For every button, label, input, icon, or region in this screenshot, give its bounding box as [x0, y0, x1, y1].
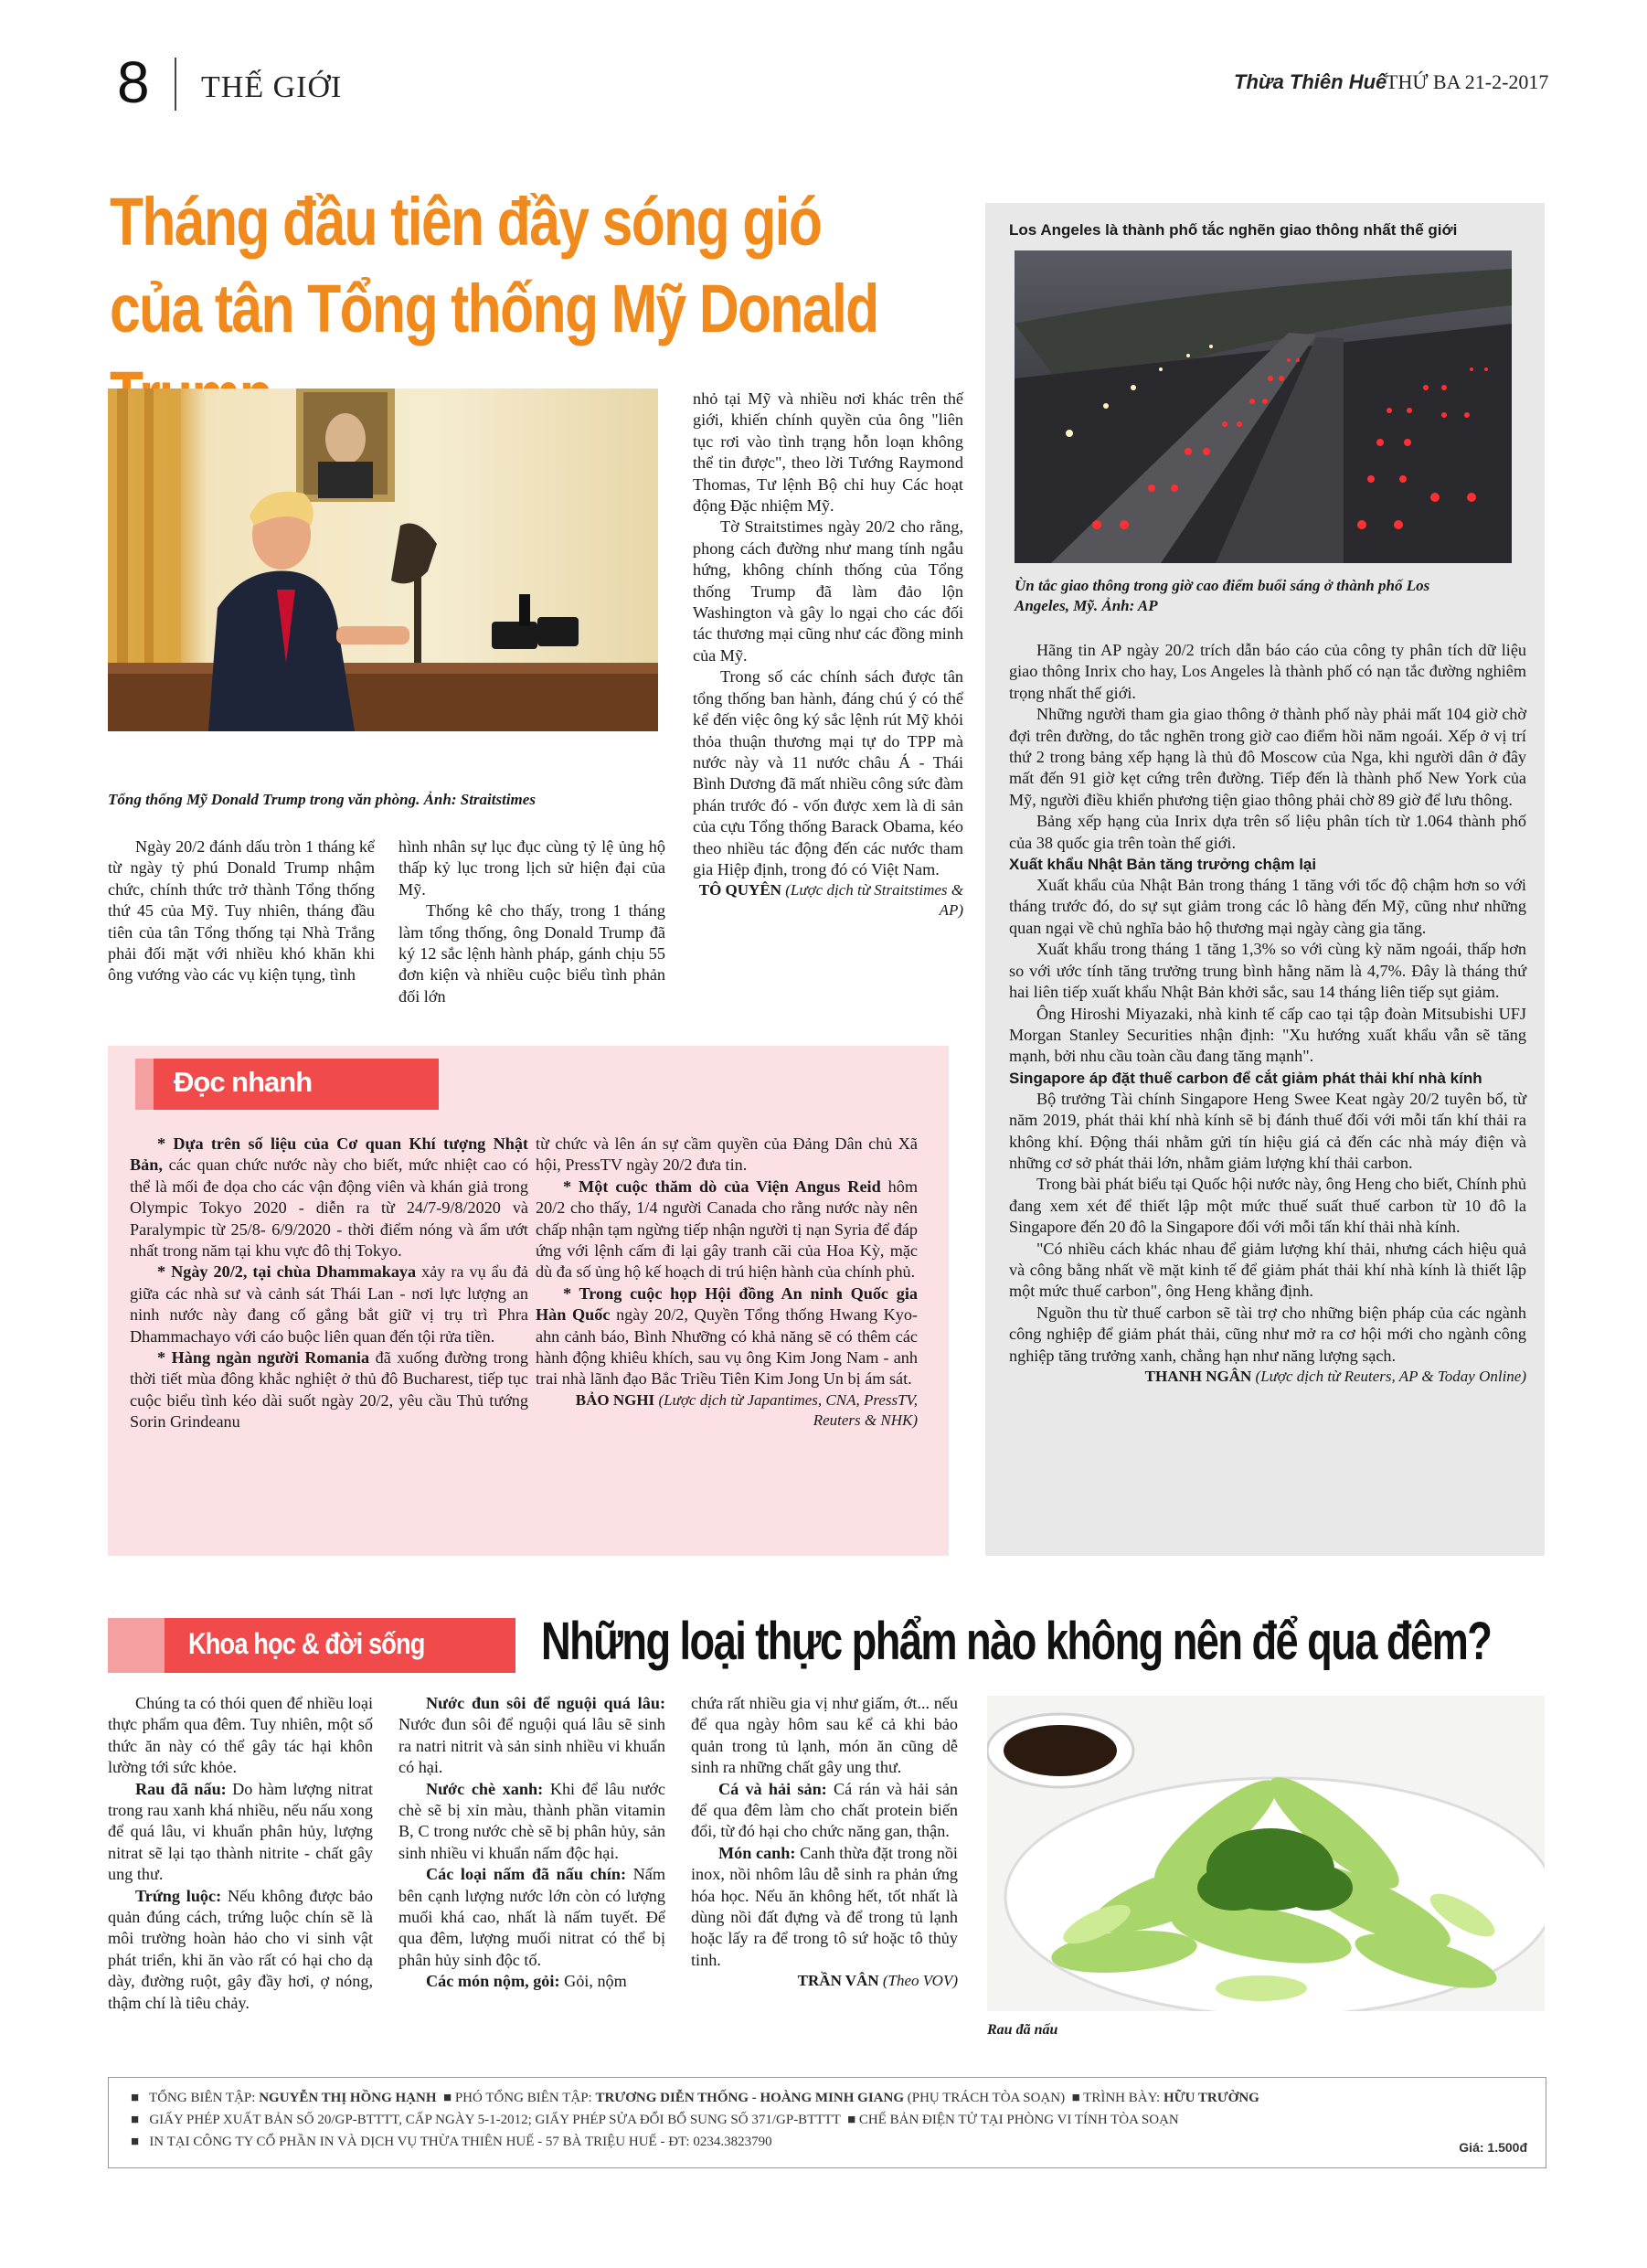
science-label-accent: [108, 1618, 165, 1673]
section-title: THẾ GIỚI: [201, 70, 343, 104]
sidebar-photo-caption: Ùn tắc giao thông trong giờ cao điểm buổi sáng ở thành phố Los Angeles, Mỹ. Ảnh: AP: [1015, 577, 1430, 614]
science-byline: TRẦN VÂN (Theo VOV): [797, 1972, 958, 1990]
sidebar-subheading: Xuất khẩu Nhật Bản tăng trưởng chậm lại: [1009, 856, 1317, 874]
sidebar-paragraph: Xuất khẩu trong tháng 1 tăng 1,3% so với cùng kỳ năm ngoái, thấp hơn so với ước tính tăng trưởng trung bình hằng năm là 4,7%. Đây là tháng thứ hai liên tiếp xuất khẩu Nhật Bản khởi sắc, sau 14 tháng liên tiếp sụt giảm.: [1009, 940, 1526, 1002]
main-paragraph: Trong số các chính sách được tân tổng thống ban hành, đáng chú ý có thể kể đến việc ông ký sắc lệnh rút Mỹ khỏi thỏa thuận thương mại tự do TPP mà nước này và 11 nước châu Á - Thái Bình Dương đã mất nhiều công sức đàm phán trước đó - vốn được xem là di sản của cựu Tổng thống Barack Obama, kéo theo nhiều tác động đến các nước tham gia Hiệp định, trong đó có Việt Nam.: [693, 667, 963, 878]
issue-date: THỨ BA 21-2-2017: [1386, 70, 1549, 93]
footer-line-1: ■ TỔNG BIÊN TẬP: NGUYỄN THỊ HỒNG HẠNH ■ PHÓ TỔNG BIÊN TẬP: TRƯƠNG DIỄN THỐNG - HOÀNG MINH GIANG (PHỤ TRÁCH TÒA SOẠN) ■ TRÌNH BÀY: HỮU TRƯỜNG: [131, 2091, 1259, 2105]
trump-photo-caption: Tổng thống Mỹ Donald Trump trong văn phòng. Ảnh: Straitstimes: [108, 791, 536, 808]
quick-read-accent: [135, 1059, 154, 1110]
sidebar-photo-title: Los Angeles là thành phố tắc nghẽn giao thông nhất thế giới: [1009, 221, 1458, 239]
main-paragraph: Ngày 20/2 đánh dấu tròn 1 tháng kể từ ngày tỷ phú Donald Trump nhậm chức, chính thức trở thành Tổng thống thứ 45 của Mỹ. Tuy nhiên, tháng đầu tiên của tân Tổng thống tại Nhà Trắng phải đối mặt với nhiều khó khăn khi ông vướng vào các vụ kiện tụng, tình: [108, 837, 375, 985]
sidebar-paragraph: "Có nhiều cách khác nhau để giảm lượng khí thải, nhưng cách hiệu quả và công bằng nhất về mặt kinh tế để giảm phát thải khí nhà kính là thiết lập một mức thuế carbon", ông Heng khẳng định.: [1009, 1239, 1526, 1301]
sidebar-paragraph: Ông Hiroshi Miyazaki, nhà kinh tế cấp cao tại tập đoàn Mitsubishi UFJ Morgan Stanley Securities nhận định: "Xu hướng xuất khẩu vẫn sẽ tăng mạnh, bởi nhu cầu toàn cầu đang tăng mạnh".: [1009, 1004, 1526, 1066]
quick-read-item: * Ngày 20/2, tại chùa Dhammakaya xảy ra vụ ẩu đả giữa các nhà sư và cảnh sát Thái Lan - nơi lực lượng an ninh nước này đang cố gắng bắt giữ vị trụ trì Phra Dhammachayo với cáo buộc liên quan đến tội rửa tiền.: [130, 1262, 528, 1346]
quick-read-label: [154, 1059, 439, 1110]
sidebar-paragraph: Bộ trưởng Tài chính Singapore Heng Swee Keat ngày 20/2 tuyên bố, từ năm 2019, phát thải khí nhà kính sẽ bị đánh thuế đối với mỗi tấn khí thải ra không khí. Động thái nhằm gửi tín hiệu giá cả đến các nhà máy điện và những cơ sở phát thải lớn, nhằm giảm lượng khí thải carbon.: [1009, 1089, 1526, 1172]
science-col-1: [108, 1693, 373, 2014]
quick-read-title: Đọc nhanh: [174, 1066, 313, 1098]
quick-read-item: * Dựa trên số liệu của Cơ quan Khí tượng Nhật Bản, các quan chức nước này cho biết, mức nhiệt cao có thể là mối đe dọa cho các vận động viên và khán giả trong Olympic Tokyo 2020 - diễn ra từ 24/7-9/8/2020 và Paralympic từ 25/8- 6/9/2020 - thời điểm nóng và ẩm ướt nhất trong năm tại khu vực đô thị Tokyo.: [130, 1134, 529, 1261]
science-col-2: [398, 1693, 665, 1993]
main-paragraph: Tờ Straitstimes ngày 20/2 cho rằng, phong cách đường như mang tính ngẫu hứng, không chính thống của Tổng thống Trump đã làm đảo lộn Washington và gây lo ngại cho các đối tác thương mại cũng như các đồng minh của Mỹ.: [693, 517, 963, 665]
quick-read-box: [108, 1046, 949, 1556]
bullet-icon: ■: [1071, 2091, 1080, 2105]
sidebar-paragraph: Hãng tin AP ngày 20/2 trích dẫn báo cáo của công ty phân tích dữ liệu giao thông Inrix cho hay, Los Angeles là thành phố có nạn tắc đường nghiêm trọng nhất thế giới.: [1009, 641, 1526, 702]
page-header: [108, 50, 1561, 123]
main-paragraph: Thống kê cho thấy, trong 1 tháng làm tổng thống, ông Donald Trump đã ký 12 sắc lệnh hành pháp, gánh chịu 55 đơn kiện và nhiều cuộc biểu tình phản đối lớn: [398, 901, 665, 1006]
quick-read-item: * Hàng ngàn người Romania đã xuống đường trong thời tiết mùa đông khắc nghiệt ở thủ đô Bucharest, tiếp tục cuộc biểu tình kéo dài suốt ngày 20/2, yêu cầu Thủ tướng Sorin Grindeanu: [130, 1348, 528, 1432]
science-paragraph: Món canh: Canh thừa đặt trong nồi inox, nồi nhôm lâu dễ sinh ra phản ứng hóa học. Nếu ăn không hết, tốt nhất là dùng nồi đất đựng và để trong tủ lạnh hoặc lấy ra để trong tô sứ hoặc tô thủy tinh.: [691, 1843, 958, 1969]
science-paragraph: Chúng ta có thói quen để nhiều loại thực phẩm qua đêm. Tuy nhiên, một số thức ăn này có thể gây tác hại khôn lường tới sức khỏe.: [108, 1694, 373, 1777]
headline-line-2: của tân Tổng thống Mỹ Donald: [110, 271, 878, 346]
bullet-icon: ■: [131, 2113, 140, 2127]
paper-name: Thừa Thiên Huế: [1234, 70, 1387, 93]
science-paragraph: chứa rất nhiều gia vị như giấm, ớt... nếu để qua ngày hôm sau kể cả khi bảo quản trong tủ lạnh, món ăn cũng dễ sinh ra những chất gây ung thư.: [691, 1694, 958, 1777]
science-paragraph: Nước chè xanh: Khi để lâu nước chè sẽ bị xỉn màu, thành phần vitamin B, C trong nước chè sẽ bị phân hủy, sản sinh nhiều vi khuẩn nấm độc hại.: [398, 1779, 665, 1862]
main-paragraph: nhỏ tại Mỹ và nhiều nơi khác trên thế giới, khiến chính quyền của ông "liên tục rơi vào tình trạng hỗn loạn không thể tin được", theo lời Tướng Raymond Thomas, Tư lệnh Bộ chỉ huy Các hoạt động Đặc nhiệm Mỹ.: [693, 389, 963, 516]
science-col-3: [691, 1693, 958, 1991]
science-paragraph: Trứng luộc: Nếu không được bảo quản đúng cách, trứng luộc chín sẽ là môi trường hoàn hảo cho vi sinh vật phát triển, khi ăn vào rất có hại cho dạ dày, đường ruột, gây đầy hơi, ợ nóng, thậm chí là tiêu chảy.: [108, 1886, 374, 2012]
sidebar-body: [1009, 640, 1526, 1387]
world-news-sidebar: [985, 203, 1545, 1556]
main-col-2: [398, 836, 665, 1007]
sidebar-paragraph: Nguồn thu từ thuế carbon sẽ tài trợ cho những biện pháp của các ngành công nghiệp để giảm phát thải, cũng như mở ra cơ hội mới cho ngành công nghiệp tăng trưởng xanh, chẳng hạn như năng lượng sạch.: [1009, 1303, 1526, 1365]
quick-read-byline: BẢO NGHI (Lược dịch từ Japantimes, CNA, PressTV, Reuters & NHK): [575, 1390, 918, 1429]
bullet-icon: ■: [131, 2135, 140, 2149]
quick-read-col-1: [130, 1134, 528, 1433]
science-paragraph: Cá và hải sản: Cá rán và hải sản để qua đêm làm cho chất protein biến đổi, từ đó hại cho chức năng gan, thận.: [691, 1779, 959, 1841]
bullet-icon: ■: [131, 2091, 140, 2105]
sidebar-paragraph: Những người tham gia giao thông ở thành phố này phải mất 104 giờ chờ đợi trên đường, do tắc nghẽn trong giờ cao điểm hồi năm ngoái. Xếp ở vị trí thứ 2 trong bảng xếp hạng là thủ đô Moscow của Nga, khi người dân ở đây mất đến 91 giờ kẹt cứng trên đường. Tiếp đến là thành phố New York của Mỹ, người điều khiển phương tiện giao thông phải chờ 89 giờ để lưu thông.: [1009, 705, 1526, 809]
main-byline: TÔ QUYÊN (Lược dịch từ Straitstimes & AP): [698, 881, 963, 920]
sidebar-byline: THANH NGÂN (Lược dịch từ Reuters, AP & Today Online): [1144, 1368, 1526, 1385]
trump-office-photo: [108, 389, 658, 731]
science-paragraph: Nước đun sôi để nguội quá lâu: Nước đun sôi để nguội quá lâu sẽ sinh ra natri nitrit và sản sinh nhiều vi khuẩn có hại.: [398, 1694, 665, 1777]
quick-read-item: * Một cuộc thăm dò của Viện Angus Reid hôm 20/2 cho thấy, 1/4 người Canada cho rằng nước này nên chấp nhận tạm ngừng tiếp nhận người tị nạn Syria để đáp ứng với lệnh cấm đi lại gây tranh cãi của Hoa Kỳ, mặc dù đa số ủng hộ kế hoạch di trú hiện hành của chính phủ.: [536, 1177, 918, 1282]
quick-read-item: từ chức và lên án sự cầm quyền của Đảng Dân chủ Xã hội, PressTV ngày 20/2 đưa tin.: [536, 1134, 918, 1175]
sidebar-subheading: Singapore áp đặt thuế carbon để cắt giảm phát thải khí nhà kính: [1009, 1069, 1482, 1087]
vegetable-photo-caption: Rau đã nấu: [987, 2022, 1058, 2038]
quick-read-item: * Trong cuộc họp Hội đồng An ninh Quốc gia Hàn Quốc ngày 20/2, Quyền Tổng thống Hwang Kyo-ahn cảnh báo, Bình Nhưỡng có khả năng sẽ có thêm các hành động khiêu khích, sau vụ ông Kim Jong Nam - anh trai nhà lãnh đạo Bắc Triều Tiên Kim Jong Un bị ám sát.: [536, 1283, 918, 1389]
quick-read-col-2: [536, 1134, 918, 1431]
headline-line-1: Tháng đầu tiên đầy sóng gió: [110, 184, 822, 260]
la-traffic-photo: [1015, 250, 1512, 563]
footer-line-3: ■ IN TẠI CÔNG TY CỔ PHẦN IN VÀ DỊCH VỤ THỪA THIÊN HUẾ - 57 BÀ TRIỆU HUẾ - ĐT: 0234.3823790: [131, 2135, 772, 2149]
sidebar-paragraph: Trong bài phát biểu tại Quốc hội nước này, ông Heng cho biết, Chính phủ đang xem xét để thiết lập một mức thuế suất thuế carbon từ 10 đô la Singapore đến 20 đô la Singapore đối với mỗi tấn khí thải nhà kính.: [1009, 1175, 1526, 1237]
footer-line-2: ■ GIẤY PHÉP XUẤT BẢN SỐ 20/GP-BTTTT, CẤP NGÀY 5-1-2012; GIẤY PHÉP SỬA ĐỔI BỔ SUNG SỐ 371/GP-BTTTT ■ CHẾ BẢN ĐIỆN TỬ TẠI PHÒNG VI TÍNH TÒA SOẠN: [131, 2113, 1179, 2127]
header-divider: [175, 58, 176, 111]
science-headline: Những loại thực phẩm nào không nên để qua đêm?: [541, 1612, 1492, 1671]
main-col-3: [693, 389, 963, 921]
science-paragraph: Các món nộm, gỏi: Gỏi, nộm: [426, 1972, 627, 1991]
science-paragraph: Rau đã nấu: Do hàm lượng nitrat trong rau xanh khá nhiều, nếu nấu xong để quá lâu, vi khuẩn phân hủy, lượng nitrat sẽ lại tạo thành nitrite - chất gây ung thư.: [108, 1779, 374, 1884]
main-col-1: [108, 836, 375, 986]
masthead-footer: [108, 2077, 1546, 2168]
science-section-label: [108, 1618, 515, 1673]
science-section-title: Khoa học & đời sống: [188, 1627, 425, 1660]
sidebar-paragraph: Xuất khẩu của Nhật Bản trong tháng 1 tăng với tốc độ chậm hơn so với tháng trước đó, do sự sụt giảm trong các lô hàng đến Mỹ, cũng như những quan ngại về chủ nghĩa bảo hộ thương mại ngày càng gia tăng.: [1009, 876, 1526, 937]
bullet-icon: ■: [847, 2113, 856, 2127]
cooked-vegetables-photo: [987, 1696, 1545, 2011]
main-paragraph: hình nhân sự lục đục cùng tỷ lệ ủng hộ thấp kỷ lục trong lịch sử hiện đại của Mỹ.: [398, 837, 665, 899]
page-number: 8: [117, 49, 150, 115]
sidebar-paragraph: Bảng xếp hạng của Inrix dựa trên số liệu phân tích từ 1.064 thành phố của 38 quốc gia trên toàn thế giới.: [1009, 812, 1526, 852]
bullet-icon: ■: [443, 2091, 452, 2105]
science-paragraph: Các loại nấm đã nấu chín: Nấm bên cạnh lượng nước lớn còn có lượng muối khá cao, nhất là nấm tuyết. Để qua đêm, lượng muối nitrat có thể bị phân hủy sinh độc tố.: [398, 1865, 665, 1969]
price: Giá: 1.500đ: [1459, 2140, 1527, 2155]
